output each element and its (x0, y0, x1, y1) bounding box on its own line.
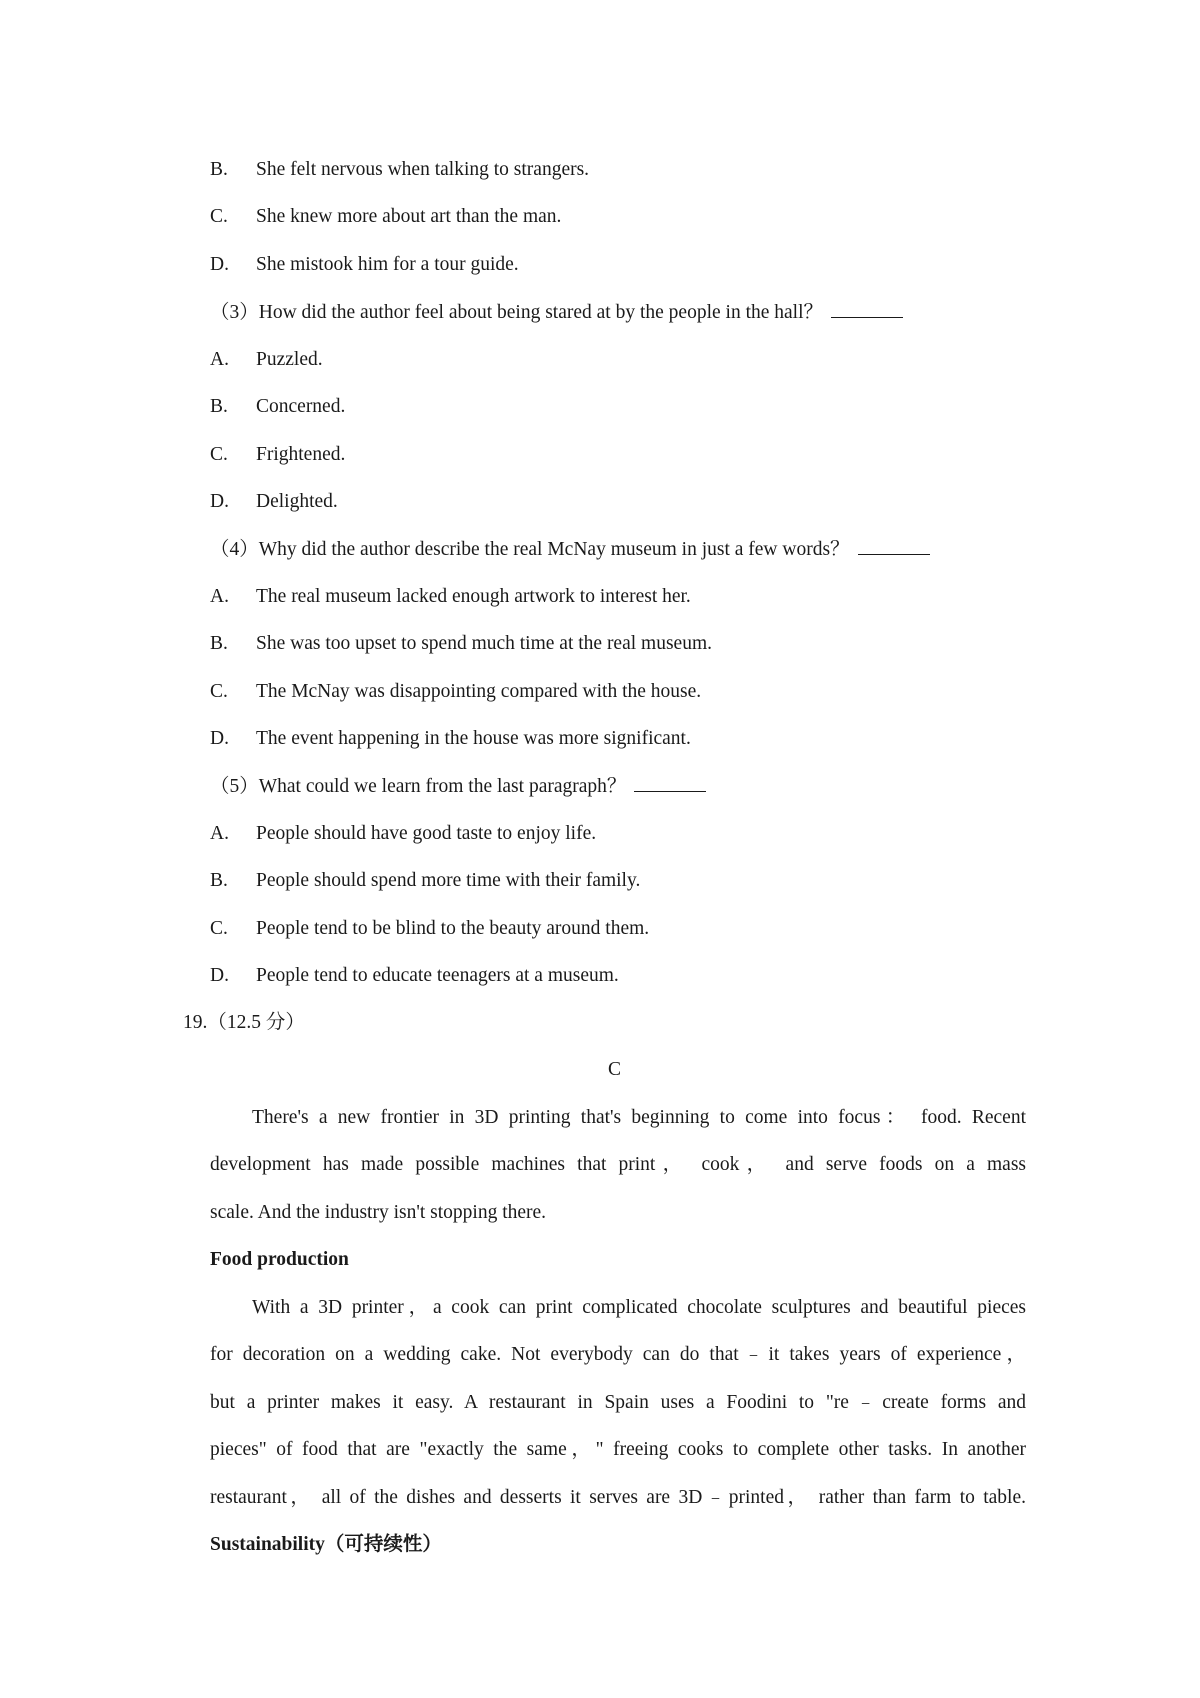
paragraph-line: restaurant， all of the dishes and desserts it serves are 3D﹣printed， rather than farm to table. (210, 1487, 1026, 1508)
question-text: （4）Why did the author describe the real McNay museum in just a few words？ (210, 539, 850, 560)
option-letter: B. (210, 633, 228, 654)
q5-option-a (210, 821, 596, 847)
answer-blank (634, 773, 706, 792)
question-number: 19.（12.5 分） (183, 1012, 305, 1033)
q5-option-c (210, 916, 649, 942)
q3-option-a (210, 347, 323, 373)
option-text: Puzzled. (256, 349, 323, 370)
option-letter: A. (210, 586, 229, 607)
option-text: People tend to educate teenagers at a museum. (256, 965, 619, 986)
q4-option-c (210, 679, 701, 705)
answer-blank (831, 299, 903, 318)
section-heading: Food production (210, 1249, 349, 1270)
q3-stem (210, 299, 903, 326)
q3-option-d (210, 489, 338, 515)
q4-option-a (210, 584, 691, 610)
paragraph-line: With a 3D printer，a cook can print complicated chocolate sculptures and beautiful pieces (252, 1297, 1026, 1318)
option-text: She felt nervous when talking to strangers. (256, 159, 590, 180)
option-letter: D. (210, 728, 229, 749)
q2-option-c (210, 204, 561, 230)
option-text: The event happening in the house was more significant. (256, 728, 691, 749)
q3-option-b (210, 394, 345, 420)
option-letter: A. (210, 823, 229, 844)
paragraph-line: for decoration on a wedding cake. Not everybody can do that﹣it takes years of experience， (210, 1344, 1026, 1365)
q2-option-b (210, 157, 589, 183)
option-letter: C. (210, 444, 228, 465)
q5-option-b (210, 868, 640, 894)
answer-blank (858, 536, 930, 555)
option-text: People tend to be blind to the beauty around them. (256, 918, 650, 939)
option-text: The real museum lacked enough artwork to interest her. (256, 586, 691, 607)
q4-stem (210, 536, 930, 563)
passage-letter: C (608, 1059, 622, 1080)
option-letter: D. (210, 965, 229, 986)
question-text: （5）What could we learn from the last paragraph？ (210, 776, 627, 797)
option-letter: B. (210, 870, 228, 891)
q5-stem (210, 773, 706, 800)
option-text: People should have good taste to enjoy life. (256, 823, 597, 844)
option-letter: C. (210, 918, 228, 939)
q4-option-d (210, 726, 691, 752)
option-text: She knew more about art than the man. (256, 206, 562, 227)
question-text: （3）How did the author feel about being stared at by the people in the hall？ (210, 302, 824, 323)
option-text: Frightened. (256, 444, 346, 465)
option-text: Concerned. (256, 396, 346, 417)
option-letter: C. (210, 681, 228, 702)
paragraph-line: scale. And the industry isn't stopping there. (210, 1202, 547, 1223)
q5-option-d (210, 963, 619, 989)
paragraph-line: There's a new frontier in 3D printing that's beginning to come into focus： food. Recent (252, 1107, 1026, 1128)
option-text: People should spend more time with their family. (256, 870, 641, 891)
option-letter: B. (210, 396, 228, 417)
section-heading: Sustainability（可持续性） (210, 1534, 442, 1555)
option-text: The McNay was disappointing compared with the house. (256, 681, 702, 702)
q4-option-b (210, 631, 712, 657)
option-letter: D. (210, 491, 229, 512)
option-letter: C. (210, 206, 228, 227)
q2-option-d (210, 252, 519, 278)
option-letter: A. (210, 349, 229, 370)
option-text: Delighted. (256, 491, 338, 512)
paragraph-line: development has made possible machines that print， cook， and serve foods on a mass (210, 1154, 1026, 1175)
option-text: She mistook him for a tour guide. (256, 254, 519, 275)
paragraph-line: pieces" of food that are "exactly the same，" freeing cooks to complete other tasks. In another (210, 1439, 1026, 1460)
q3-option-c (210, 442, 345, 468)
option-letter: D. (210, 254, 229, 275)
option-letter: B. (210, 159, 228, 180)
option-text: She was too upset to spend much time at the real museum. (256, 633, 712, 654)
paragraph-line: but a printer makes it easy. A restaurant in Spain uses a Foodini to "re﹣create forms and (210, 1392, 1026, 1413)
